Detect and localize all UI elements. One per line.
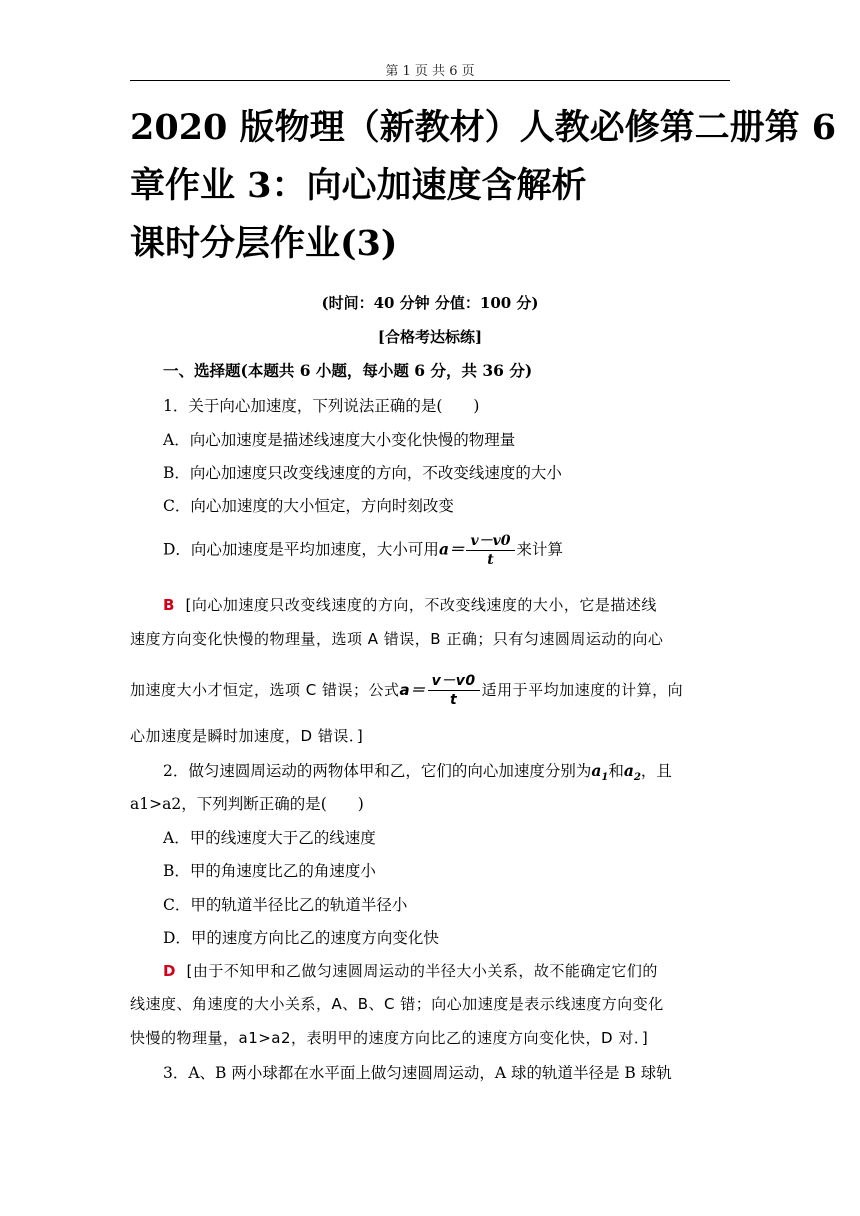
q1-expl-text3b: 适用于平均加速度的计算，向 <box>481 681 684 699</box>
doc-title-line1: 2020 版物理（新教材）人教必修第二册第 6 <box>130 107 837 148</box>
q1-option-c: C．向心加速度的大小恒定，方向时刻改变 <box>163 497 454 515</box>
formula-fraction <box>466 532 514 569</box>
q1-option-b: B．向心加速度只改变线速度的方向，不改变线速度的大小 <box>163 464 562 482</box>
time-score: (时间：40 分钟 分值：100 分) <box>321 294 539 312</box>
header-rule <box>130 80 730 81</box>
q1-option-d <box>163 532 563 569</box>
q1-expl-text3: 加速度大小才恒定，选项 C 错误；公式 <box>130 681 400 699</box>
q2-option-b: B．甲的角速度比乙的角速度小 <box>163 862 376 880</box>
q1-option-a: A．向心加速度是描述线速度大小变化快慢的物理量 <box>163 431 516 449</box>
part1-heading: 一、选择题(本题共 6 小题，每小题 6 分，共 36 分) <box>163 361 533 380</box>
q1-option-d-text: D．向心加速度是平均加速度，大小可用 <box>163 540 439 559</box>
formula-fraction-2 <box>428 672 480 709</box>
q2-option-c: C．甲的轨道半径比乙的轨道半径小 <box>163 896 408 914</box>
q2-stem-text: 2．做匀速圆周运动的两物体甲和乙，它们的向心加速度分别为 <box>163 762 592 780</box>
q2-and: 和 <box>608 762 624 780</box>
q2-expl-text1: [由于不知甲和乙做匀速圆周运动的半径大小关系，故不能确定它们的 <box>186 962 658 980</box>
formula-numerator: v－v0 <box>466 532 514 551</box>
q2-explanation-line2: 线速度、角速度的大小关系，A、B、C 错；向心加速度是表示线速度方向变化 <box>130 995 664 1013</box>
formula-numerator-2: v－v0 <box>428 672 480 691</box>
q1-stem: 1．关于向心加速度，下列说法正确的是( ) <box>163 397 480 415</box>
q1-explanation-line3 <box>130 672 683 709</box>
q1-explanation-line4: 心加速度是瞬时加速度，D 错误．] <box>130 727 364 745</box>
section-label: [合格考达标练] <box>377 328 483 346</box>
q2-explanation-line1 <box>163 960 658 981</box>
q2-stem-line2: a1>a2，下列判断正确的是( ) <box>130 795 364 813</box>
formula-denominator: t <box>487 552 494 568</box>
q2-a2: $a_2$ <box>623 761 641 784</box>
formula-denominator-2: t <box>450 692 458 708</box>
q2-option-d: D．甲的速度方向比乙的速度方向变化快 <box>163 929 439 947</box>
q1-answer: B <box>163 596 175 614</box>
q2-answer: D <box>163 962 176 980</box>
q2-stem-line1 <box>163 759 672 783</box>
formula-lhs-2: a＝ <box>399 681 426 699</box>
q1-expl-text1: [向心加速度只改变线速度的方向，不改变线速度的大小，它是描述线 <box>185 596 657 614</box>
q1-explanation-line2: 速度方向变化快慢的物理量，选项 A 错误，B 正确；只有匀速圆周运动的向心 <box>130 630 664 648</box>
q2-a1: $a_1$ <box>591 761 609 784</box>
q3-stem: 3．A、B 两小球都在水平面上做匀速圆周运动，A 球的轨道半径是 B 球轨 <box>163 1064 672 1082</box>
page-header: 第 1 页 共 6 页 <box>385 64 475 79</box>
doc-title-line2: 章作业 3：向心加速度含解析 <box>130 165 587 206</box>
q2-explanation-line3: 快慢的物理量，a1>a2，表明甲的速度方向比乙的速度方向变化快，D 对．] <box>130 1029 649 1047</box>
q2-stem-suffix: ，且 <box>640 762 672 780</box>
q2-option-a: A．甲的线速度大于乙的线速度 <box>163 829 376 847</box>
formula-lhs: a＝ <box>438 539 465 559</box>
q1-option-d-suffix: 来计算 <box>516 540 564 559</box>
q1-explanation-line1 <box>163 594 657 615</box>
doc-title-line3: 课时分层作业(3) <box>130 223 398 264</box>
